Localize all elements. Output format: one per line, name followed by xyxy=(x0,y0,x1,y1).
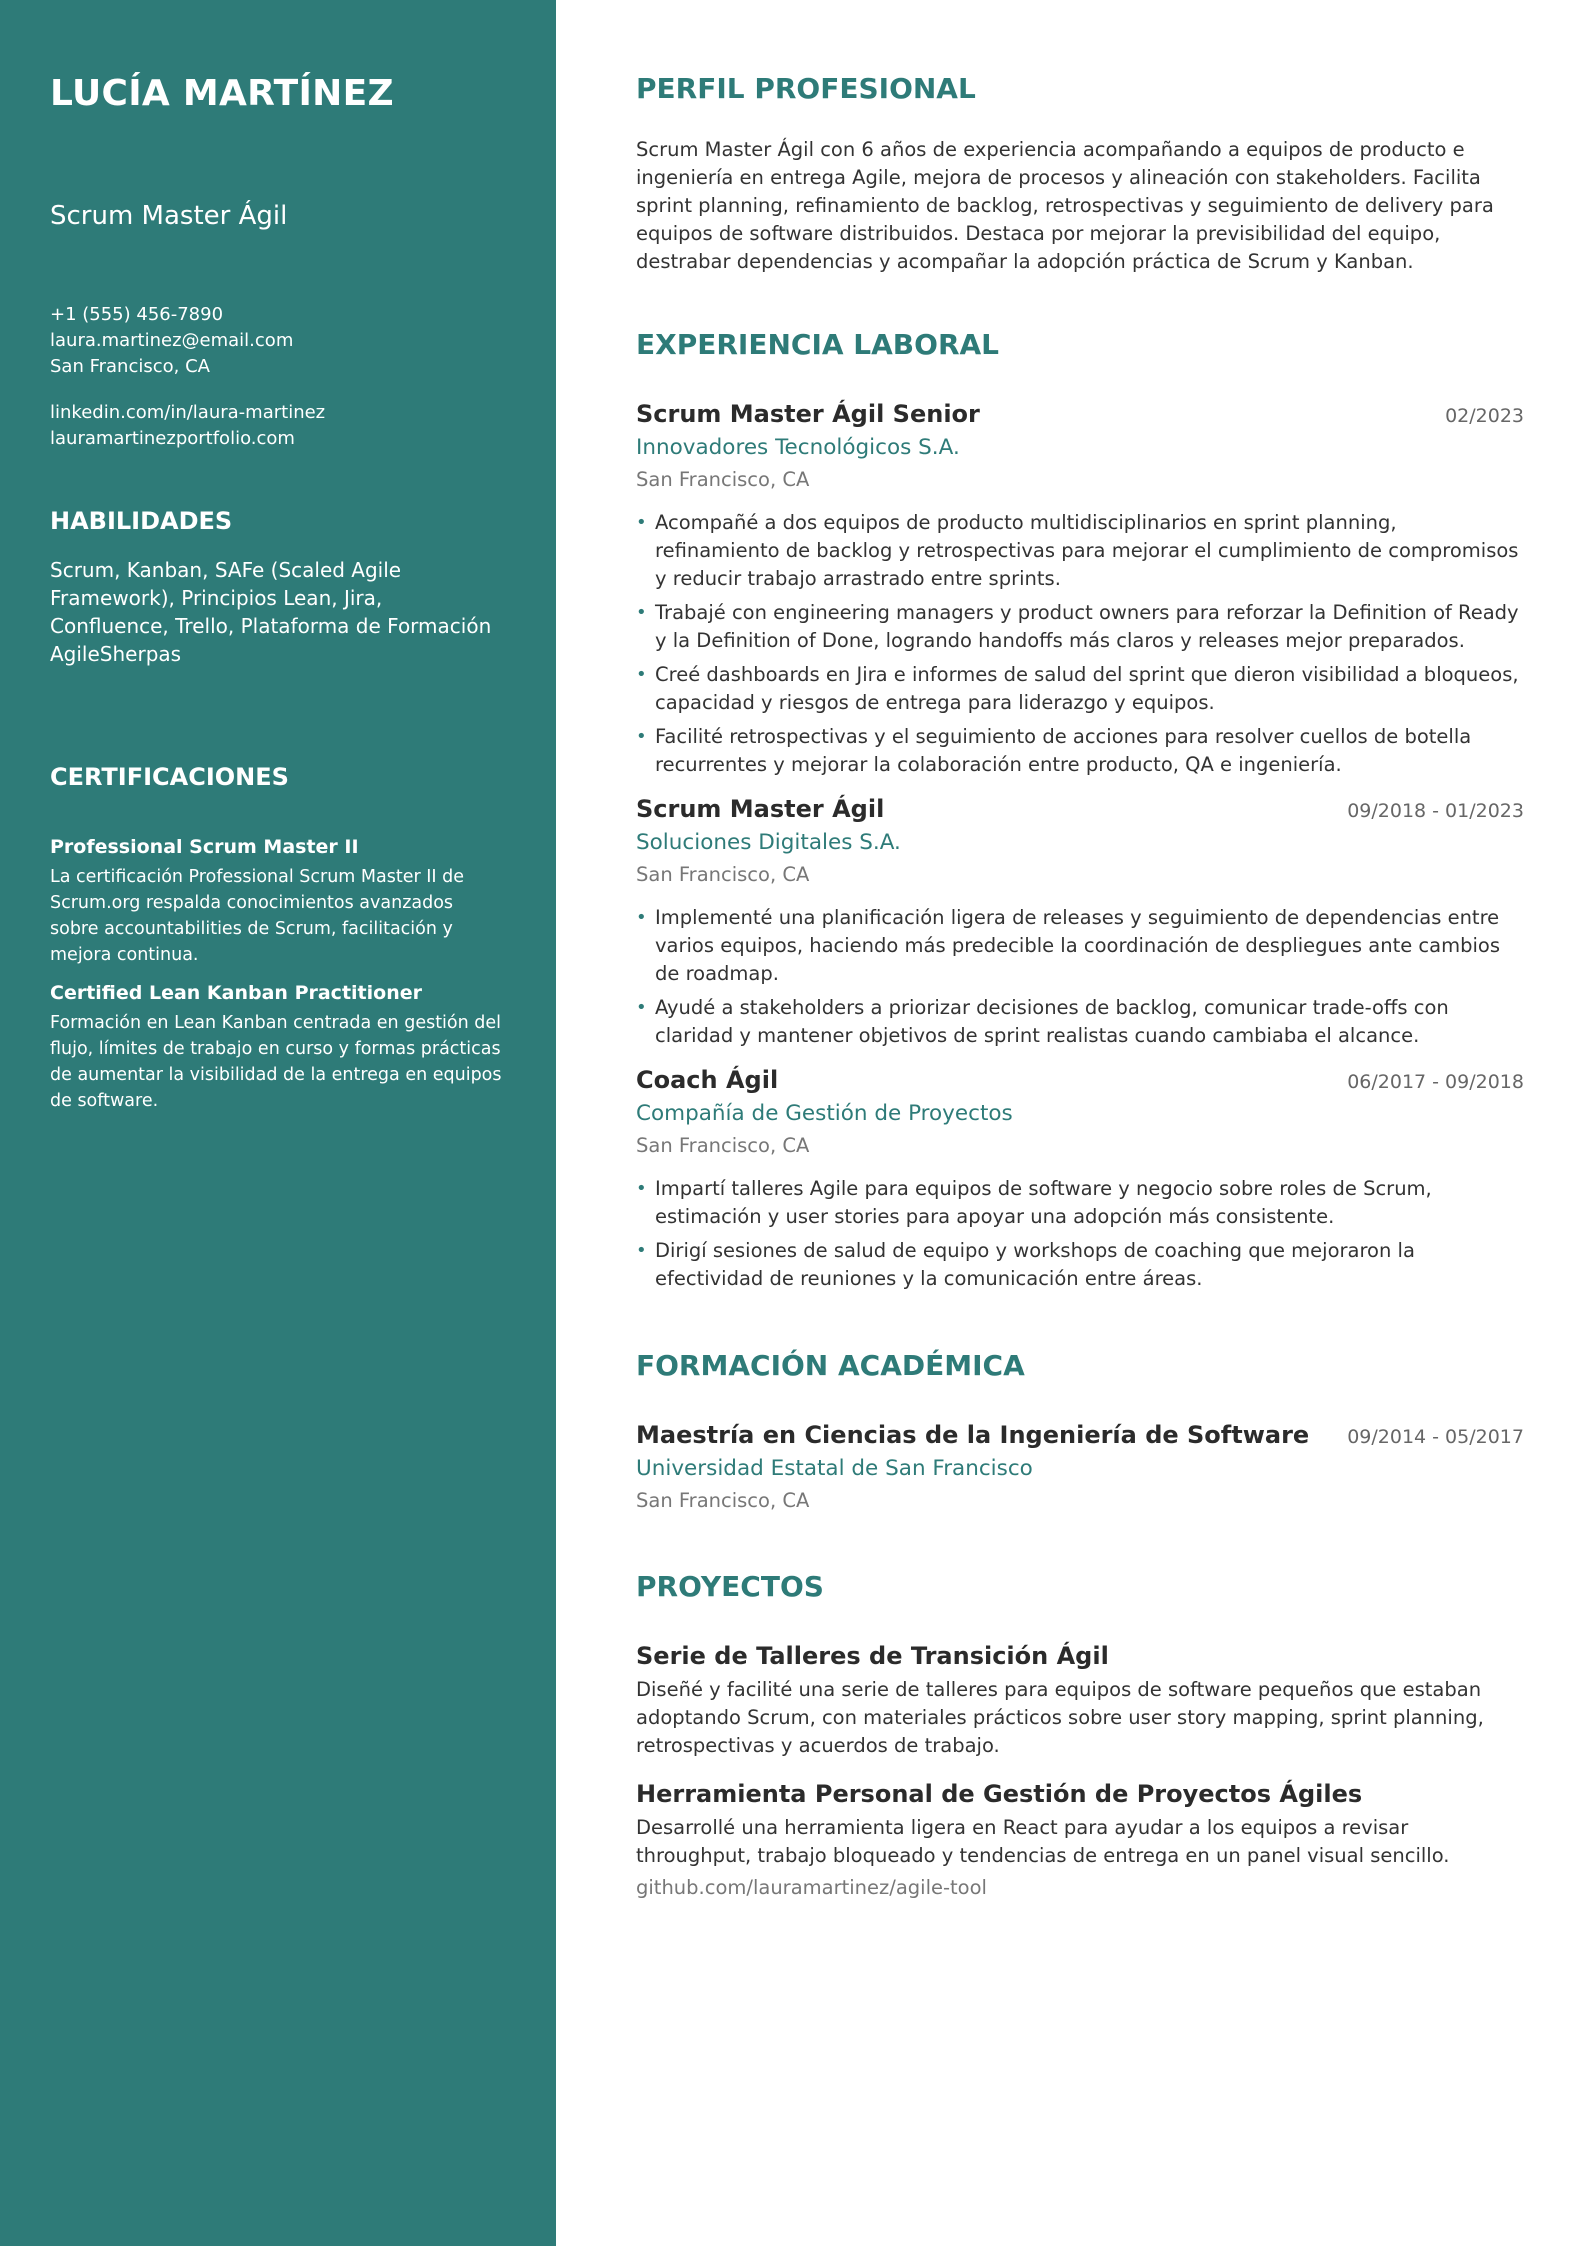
education-degree: Maestría en Ciencias de la Ingeniería de Software xyxy=(636,1421,1310,1449)
skills-list: Scrum, Kanban, SAFe (Scaled Agile Framework), Principios Lean, Jira, Confluence, Trello, Plataforma de Formación AgileSherpas xyxy=(50,558,492,666)
job-title: Coach Ágil xyxy=(636,1066,779,1094)
job-header xyxy=(636,398,1524,430)
bullet-text: Facilité retrospectivas y el seguimiento de acciones para resolver cuellos de botella recurrentes y mejorar la colaboración entre producto, QA e ingeniería. xyxy=(655,725,1472,776)
project-description: Diseñé y facilité una serie de talleres para equipos de software pequeños que estaban adoptando Scrum, con materiales prácticos sobre user story mapping, sprint planning, retrospectivas y acuerdos de trabajo. xyxy=(636,1678,1484,1757)
profile-summary: Scrum Master Ágil con 6 años de experiencia acompañando a equipos de producto e ingeniería en entrega Agile, mejora de procesos y alineación con stakeholders. Facilita sprint planning, refinamiento de backlog, retrospectivas y seguimiento de delivery para equipos de software distribuidos. Destaca por mejorar la previsibilidad del equipo, destrabar dependencias y acompañar la adopción práctica de Scrum y Kanban. xyxy=(636,138,1494,273)
bullet-text: Ayudé a stakeholders a priorizar decisiones de backlog, comunicar trade-offs con claridad y mantener objetivos de sprint realistas cuando cambiaba el alcance. xyxy=(655,996,1449,1047)
job-location: San Francisco, CA xyxy=(636,1134,810,1157)
education-header xyxy=(636,1419,1524,1451)
bullet-icon: • xyxy=(636,664,647,685)
bullet-item xyxy=(636,509,1524,593)
job-location: San Francisco, CA xyxy=(636,468,810,491)
candidate-name: LUCÍA MARTÍNEZ xyxy=(50,73,394,114)
project-description: Desarrollé una herramienta ligera en React para ayudar a los equipos a revisar throughput, trabajo bloqueado y tendencias de entrega en un panel visual sencillo. xyxy=(636,1816,1450,1867)
job-entry xyxy=(636,793,1524,1050)
job-date: 09/2018 - 01/2023 xyxy=(1347,800,1524,822)
main-content xyxy=(556,0,1588,2246)
job-date: 02/2023 xyxy=(1445,405,1524,427)
project-title: Serie de Talleres de Transición Ágil xyxy=(636,1642,1109,1670)
education-date: 09/2014 - 05/2017 xyxy=(1347,1426,1524,1448)
job-title: Scrum Master Ágil xyxy=(636,795,885,823)
sidebar xyxy=(0,0,556,2246)
certification-item xyxy=(50,834,506,968)
job-header xyxy=(636,1064,1524,1096)
bullet-icon: • xyxy=(636,907,647,928)
bullet-text: Impartí talleres Agile para equipos de software y negocio sobre roles de Scrum, estimación y user stories para apoyar una adopción más consistente. xyxy=(655,1177,1432,1228)
contact-email[interactable]: laura.martinez@email.com xyxy=(50,330,294,351)
project-link[interactable]: github.com/lauramartinez/agile-tool xyxy=(636,1876,987,1899)
bullet-icon: • xyxy=(636,1178,647,1199)
candidate-role: Scrum Master Ágil xyxy=(50,201,288,231)
job-location: San Francisco, CA xyxy=(636,863,810,886)
bullet-text: Trabajé con engineering managers y product owners para reforzar la Definition of Ready y la Definition of Done, logrando handoffs más claros y releases mejor preparados. xyxy=(655,601,1519,652)
contact-phone: +1 (555) 456-7890 xyxy=(50,304,224,325)
bullet-item xyxy=(636,723,1524,779)
bullet-icon: • xyxy=(636,602,647,623)
bullet-icon: • xyxy=(636,726,647,747)
bullet-item xyxy=(636,1175,1524,1231)
bullet-text: Dirigí sesiones de salud de equipo y workshops de coaching que mejoraron la efectividad de reuniones y la comunicación entre áreas. xyxy=(655,1239,1415,1290)
job-bullets xyxy=(636,1175,1524,1293)
project-entry xyxy=(636,1640,1524,1760)
certifications-heading: CERTIFICACIONES xyxy=(50,763,289,791)
bullet-text: Implementé una planificación ligera de releases y seguimiento de dependencias entre varios equipos, haciendo más predecible la coordinación de despliegues ante cambios de roadmap. xyxy=(655,906,1500,985)
job-company: Compañía de Gestión de Proyectos xyxy=(636,1101,1013,1126)
certification-description: La certificación Professional Scrum Master II de Scrum.org respalda conocimientos avanzados sobre accountabilities de Scrum, facilitación y mejora continua. xyxy=(50,867,465,965)
skills-heading: HABILIDADES xyxy=(50,507,233,535)
job-entry xyxy=(636,1064,1524,1293)
project-entry xyxy=(636,1778,1524,1902)
education-entry xyxy=(636,1419,1524,1514)
profile-heading: PERFIL PROFESIONAL xyxy=(636,72,976,105)
job-company: Soluciones Digitales S.A. xyxy=(636,830,901,855)
bullet-text: Creé dashboards en Jira e informes de salud del sprint que dieron visibilidad a bloqueos, capacidad y riesgos de entrega para liderazgo y equipos. xyxy=(655,663,1519,714)
job-date: 06/2017 - 09/2018 xyxy=(1347,1071,1524,1093)
experience-heading: EXPERIENCIA LABORAL xyxy=(636,328,1000,361)
portfolio-link[interactable]: lauramartinezportfolio.com xyxy=(50,428,295,449)
bullet-text: Acompañé a dos equipos de producto multidisciplinarios en sprint planning, refinamiento de backlog y retrospectivas para mejorar el cumplimiento de compromisos y reducir trabajo arrastrado entre sprints. xyxy=(655,511,1519,590)
certification-title: Certified Lean Kanban Practitioner xyxy=(50,982,422,1004)
education-heading: FORMACIÓN ACADÉMICA xyxy=(636,1349,1025,1382)
bullet-icon: • xyxy=(636,1240,647,1261)
job-company: Innovadores Tecnológicos S.A. xyxy=(636,435,960,460)
job-header xyxy=(636,793,1524,825)
linkedin-link[interactable]: linkedin.com/in/laura-martinez xyxy=(50,402,326,423)
bullet-item xyxy=(636,904,1524,988)
contact-block xyxy=(50,302,506,380)
bullet-icon: • xyxy=(636,997,647,1018)
job-title: Scrum Master Ágil Senior xyxy=(636,400,980,428)
job-bullets xyxy=(636,509,1524,779)
contact-location: San Francisco, CA xyxy=(50,356,210,377)
education-school: Universidad Estatal de San Francisco xyxy=(636,1456,1033,1481)
bullet-icon: • xyxy=(636,512,647,533)
links-block xyxy=(50,400,506,452)
bullet-item xyxy=(636,599,1524,655)
job-entry xyxy=(636,398,1524,779)
certification-title: Professional Scrum Master II xyxy=(50,836,359,858)
projects-heading: PROYECTOS xyxy=(636,1570,824,1603)
project-title: Herramienta Personal de Gestión de Proyectos Ágiles xyxy=(636,1780,1363,1808)
bullet-item xyxy=(636,661,1524,717)
certification-description: Formación en Lean Kanban centrada en gestión del flujo, límites de trabajo en curso y formas prácticas de aumentar la visibilidad de la entrega en equipos de software. xyxy=(50,1013,502,1111)
education-location: San Francisco, CA xyxy=(636,1489,810,1512)
certification-item xyxy=(50,980,506,1114)
bullet-item xyxy=(636,994,1524,1050)
bullet-item xyxy=(636,1237,1524,1293)
job-bullets xyxy=(636,904,1524,1050)
